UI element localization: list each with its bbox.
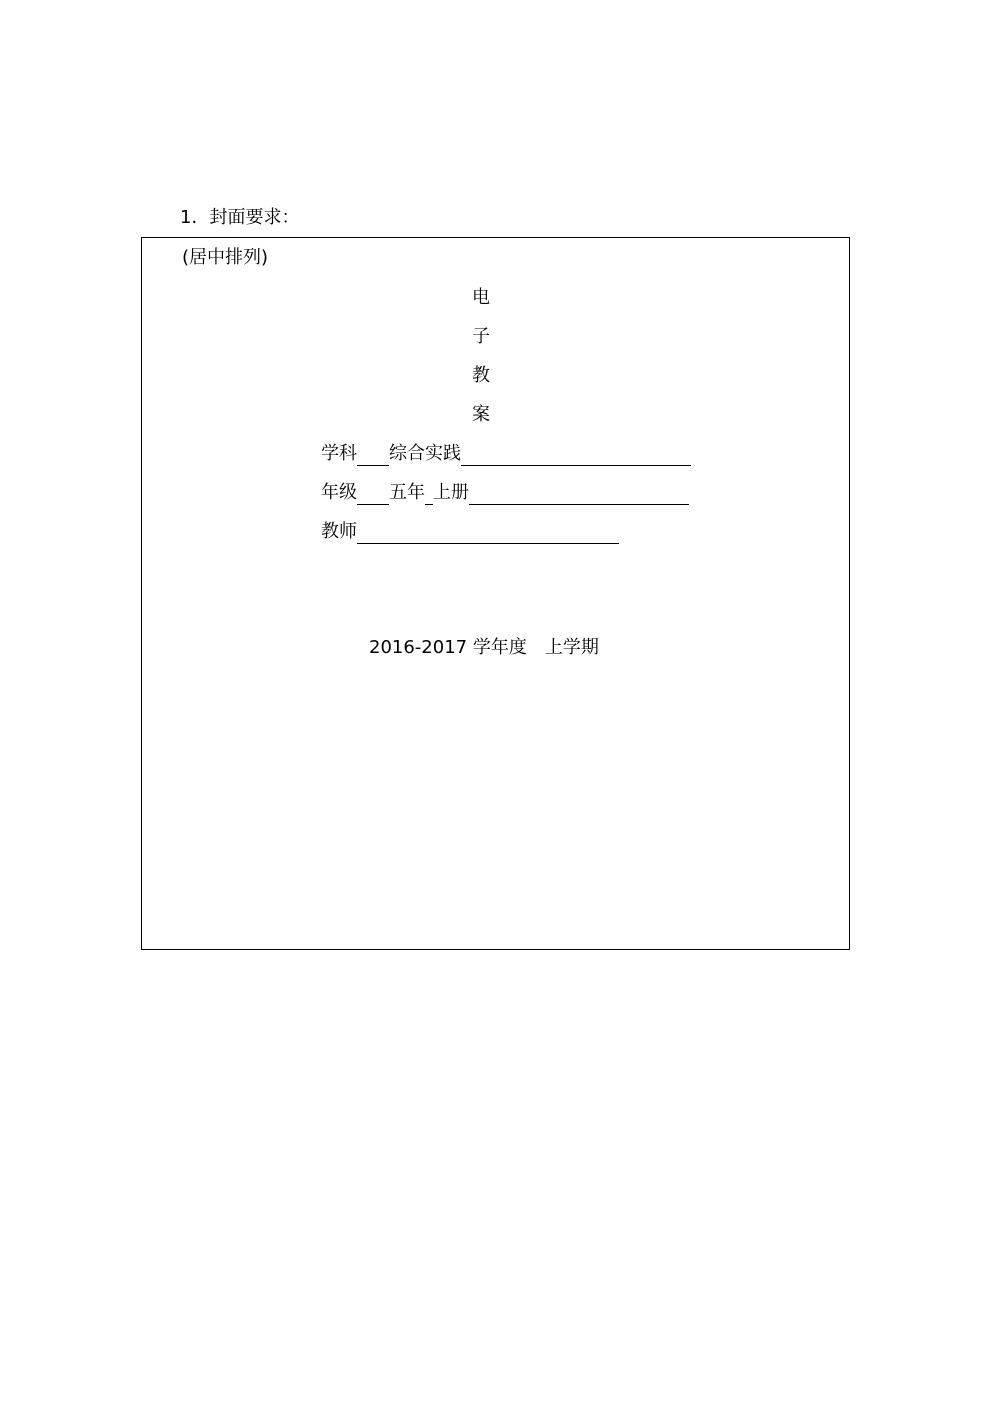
title-char-3: 教 bbox=[472, 365, 490, 386]
subject-label: 学科 bbox=[321, 443, 357, 464]
layout-note: (居中排列) bbox=[182, 247, 269, 268]
subject-field bbox=[321, 442, 691, 466]
teacher-label: 教师 bbox=[321, 521, 357, 542]
academic-term: 2016-2017 学年度 上学期 bbox=[369, 637, 599, 658]
title-char-4: 案 bbox=[472, 404, 490, 425]
subject-value: 综合实践 bbox=[389, 443, 461, 464]
cover-frame bbox=[141, 237, 850, 950]
teacher-field bbox=[321, 520, 619, 544]
grade-field bbox=[321, 481, 689, 505]
subject-blank-1 bbox=[357, 445, 389, 466]
title-char-2: 子 bbox=[472, 326, 490, 347]
subject-blank-2 bbox=[461, 445, 691, 466]
grade-blank-2 bbox=[425, 484, 433, 505]
teacher-blank bbox=[357, 523, 619, 544]
grade-label: 年级 bbox=[321, 482, 357, 503]
grade-blank-1 bbox=[357, 484, 389, 505]
grade-blank-3 bbox=[469, 484, 689, 505]
grade-value-2: 上册 bbox=[433, 482, 469, 503]
grade-value-1: 五年 bbox=[389, 482, 425, 503]
title-char-1: 电 bbox=[472, 287, 490, 308]
section-heading: 1．封面要求： bbox=[180, 207, 300, 228]
